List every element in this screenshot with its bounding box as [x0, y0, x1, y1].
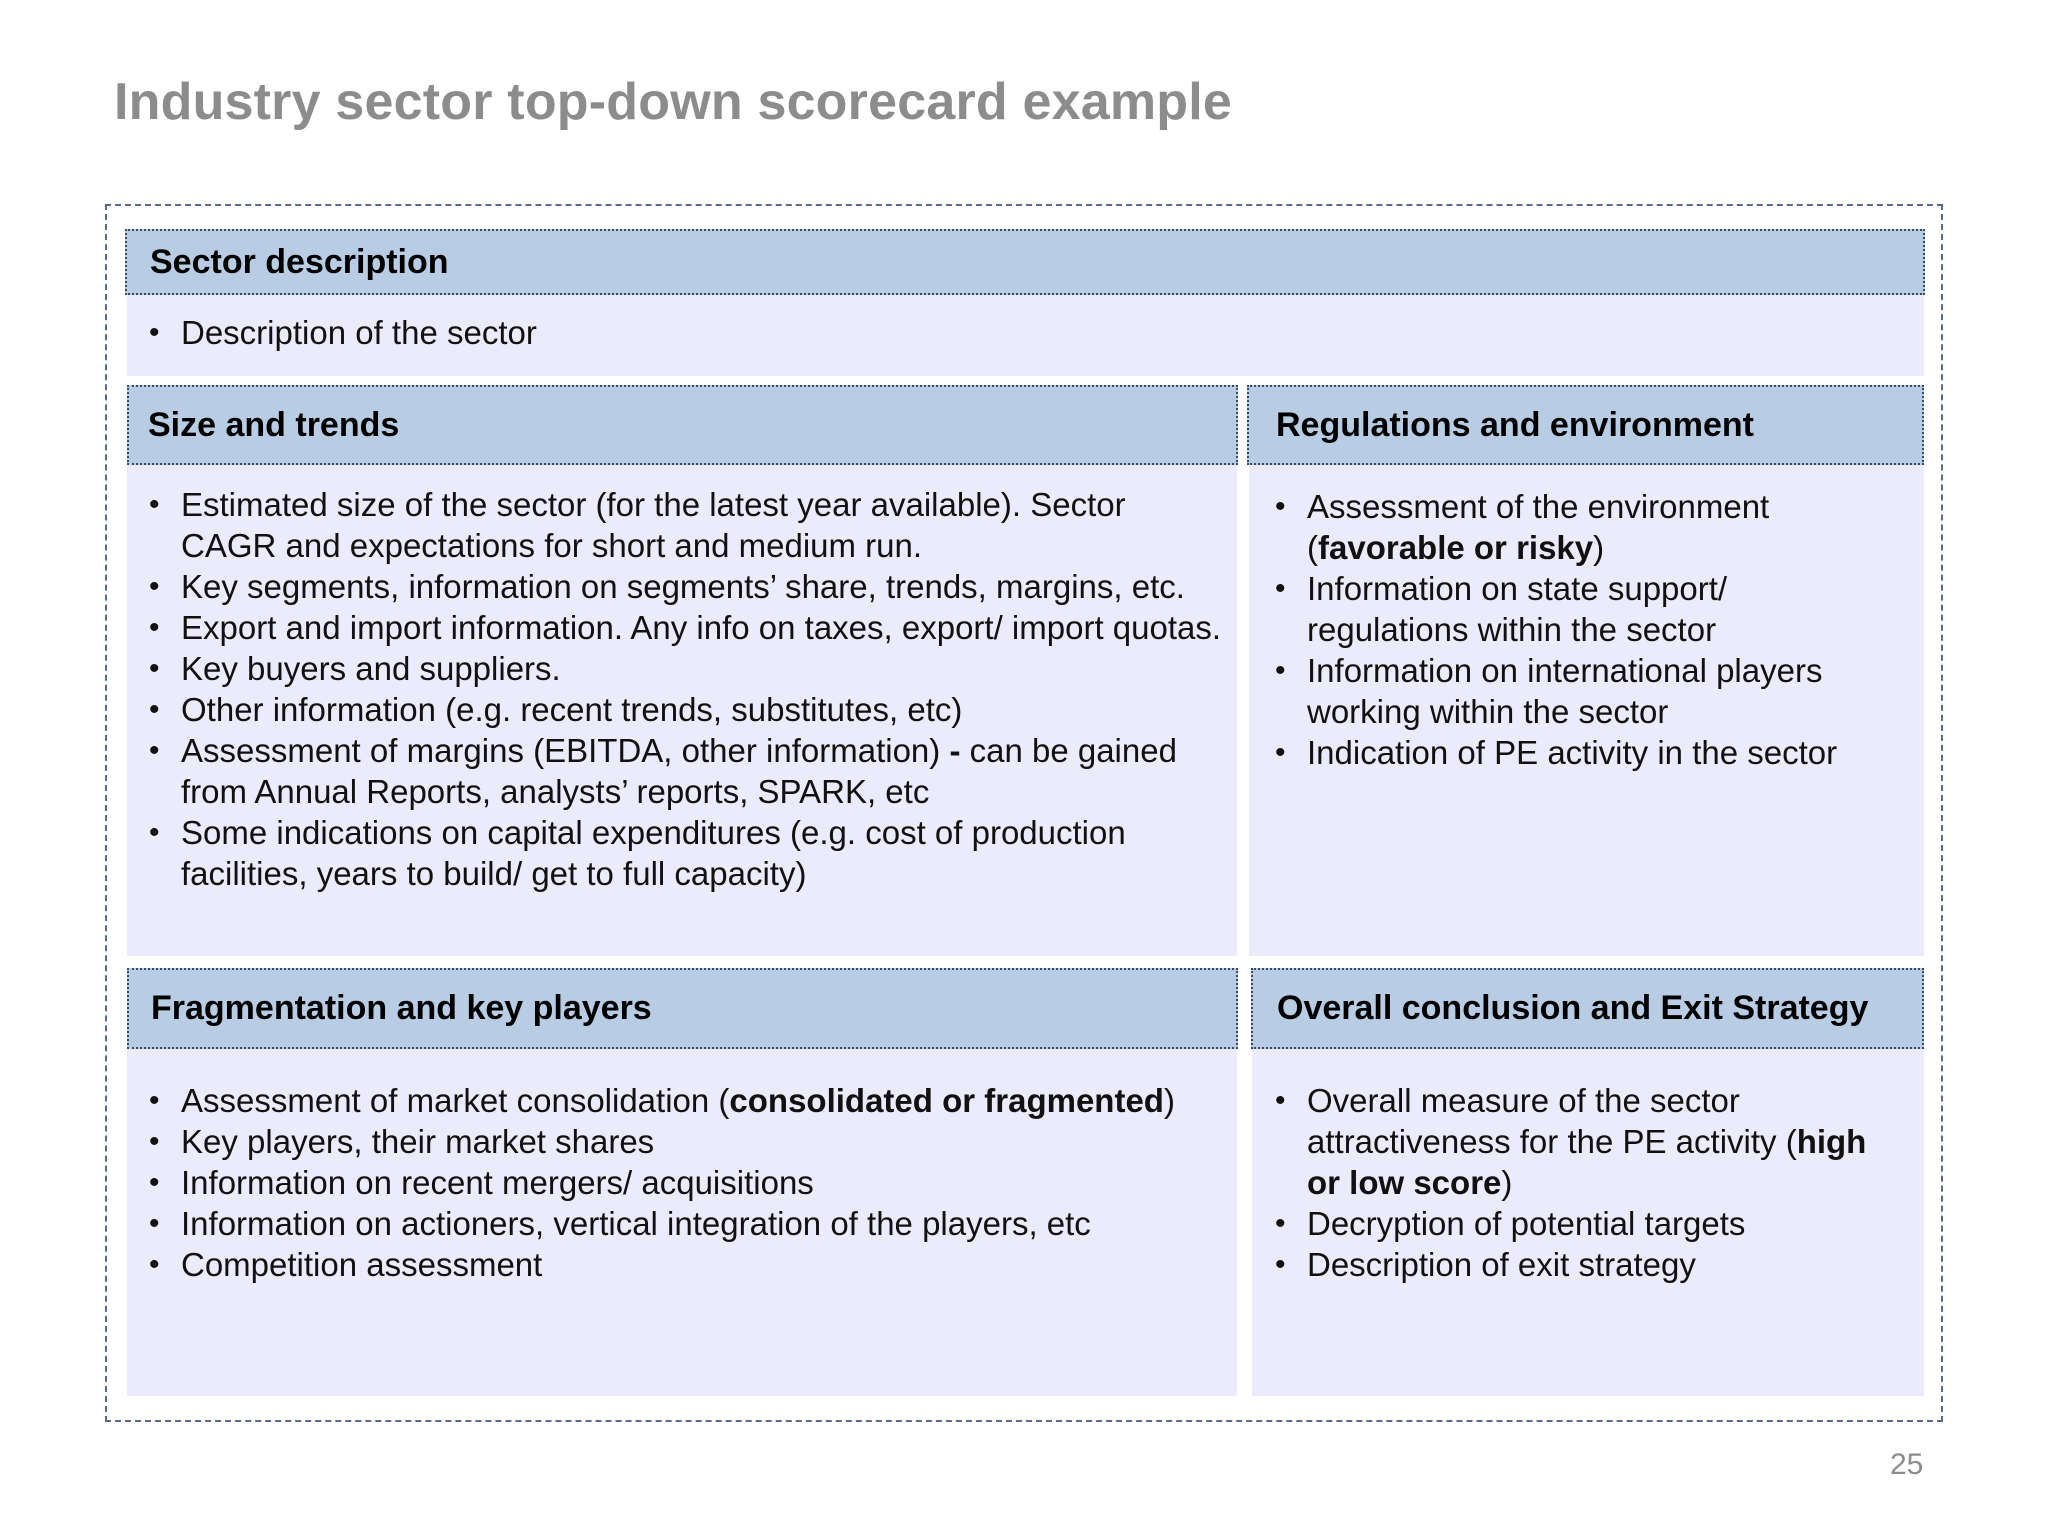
bullet-item [1275, 650, 1895, 732]
bullet-bold-text: consolidated or fragmented [729, 1082, 1164, 1119]
bullet-text: ) [1163, 1082, 1175, 1119]
fragmentation-list [149, 1080, 1229, 1285]
sector-description-list [149, 312, 1889, 353]
bullet-item [149, 648, 1229, 689]
bullet-item [1275, 486, 1895, 568]
bullet-text: Assessment of margins (EBITDA, other information) [181, 732, 950, 769]
bullet-item [1275, 568, 1895, 650]
bullet-text: Information on actioners, vertical integration of the players, etc [181, 1205, 1091, 1242]
regulations-header [1247, 385, 1924, 465]
bullet-item [149, 1244, 1229, 1285]
bullet-item [149, 484, 1229, 566]
bullet-text: Decryption of potential targets [1307, 1205, 1746, 1242]
size-trends-heading: Size and trends [148, 405, 400, 444]
bullet-text: Estimated size of the sector (for the latest year available). Sector CAGR and expectations for short and medium run. [181, 486, 1126, 564]
bullet-text: Key players, their market shares [181, 1123, 655, 1160]
bullet-item [149, 607, 1229, 648]
size-trends-header [127, 385, 1238, 465]
fragmentation-header [127, 968, 1238, 1049]
bullet-text: Key segments, information on segments’ share, trends, margins, etc. [181, 568, 1185, 605]
bullet-item [149, 689, 1229, 730]
bullet-text: Information on recent mergers/ acquisitions [181, 1164, 814, 1201]
bullet-bold-text: high or low score [1307, 1123, 1867, 1201]
regulations-heading: Regulations and environment [1276, 405, 1754, 444]
bullet-text: Competition assessment [181, 1246, 543, 1283]
size-trends-list [149, 484, 1229, 894]
conclusion-heading: Overall conclusion and Exit Strategy [1277, 989, 1869, 1027]
bullet-text: Information on state support/ regulations within the sector [1307, 570, 1728, 648]
bullet-item [149, 1162, 1229, 1203]
fragmentation-heading: Fragmentation and key players [151, 989, 652, 1027]
bullet-item [149, 1121, 1229, 1162]
regulations-body [1249, 464, 1924, 956]
bullet-bold-text: - [949, 732, 961, 769]
sector-description-heading: Sector description [150, 242, 449, 281]
bullet-text: can be gained from Annual Reports, analysts’ reports, SPARK, etc [181, 732, 1177, 810]
bullet-item [149, 812, 1229, 894]
size-trends-body [127, 464, 1237, 956]
bullet-item [149, 1080, 1229, 1121]
bullet-text: Overall measure of the sector attractiveness for the PE activity ( [1307, 1082, 1797, 1160]
bullet-text: ) [1593, 529, 1605, 566]
bullet-text: Description of exit strategy [1307, 1246, 1696, 1283]
sector-description-body [127, 294, 1924, 376]
bullet-text: Some indications on capital expenditures (e.g. cost of production facilities, years to build/ get to full capacity) [181, 814, 1126, 892]
page-number: 25 [1890, 1448, 1924, 1481]
conclusion-list [1275, 1080, 1875, 1285]
bullet-text: Key buyers and suppliers. [181, 650, 561, 687]
bullet-text: ) [1501, 1164, 1513, 1201]
bullet-text: Information on international players working within the sector [1307, 652, 1823, 730]
bullet-text: Other information (e.g. recent trends, substitutes, etc) [181, 691, 963, 728]
sector-description-header [125, 229, 1925, 295]
bullet-item [149, 1203, 1229, 1244]
conclusion-header [1251, 968, 1924, 1049]
bullet-text: Export and import information. Any info on taxes, export/ import quotas. [181, 609, 1222, 646]
bullet-text: Assessment of market consolidation ( [181, 1082, 730, 1119]
bullet-item [149, 312, 1889, 353]
bullet-bold-text: favorable or risky [1318, 529, 1594, 566]
bullet-item [1275, 1244, 1875, 1285]
regulations-list [1275, 486, 1895, 773]
fragmentation-body [127, 1048, 1237, 1396]
bullet-item [1275, 732, 1895, 773]
bullet-item [1275, 1203, 1875, 1244]
slide-title: Industry sector top-down scorecard example [114, 73, 1233, 131]
bullet-text: Assessment of the environment ( [1307, 488, 1770, 566]
conclusion-body [1252, 1048, 1924, 1396]
bullet-item [149, 566, 1229, 607]
bullet-item [1275, 1080, 1875, 1203]
bullet-text: Description of the sector [181, 314, 537, 351]
bullet-text: Indication of PE activity in the sector [1307, 734, 1838, 771]
bullet-item [149, 730, 1229, 812]
